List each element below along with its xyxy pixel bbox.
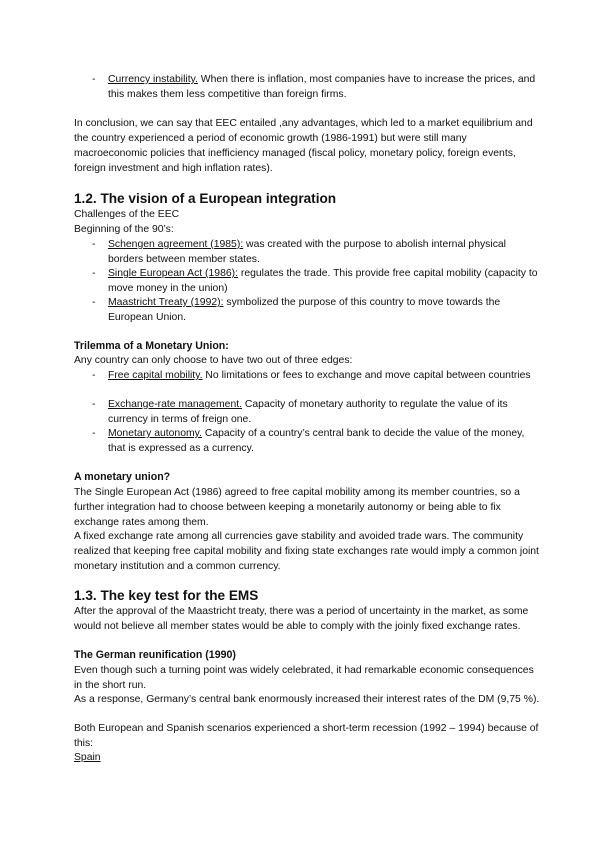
bullet-term: Schengen agreement (1985):	[108, 239, 244, 250]
section-paragraph: Even though such a turning point was widely celebrated, it had remarkable economic consequences in the short run.	[74, 665, 534, 691]
bullet-term: Free capital mobility.	[108, 370, 203, 381]
bullet-dash: -	[92, 399, 96, 410]
bullet-text: symbolized the purpose of this country to move towards the European Union.	[108, 297, 501, 323]
bullet-dash: -	[92, 370, 96, 381]
bullet-text: No limitations or fees to exchange and move capital between countries	[202, 370, 531, 381]
bullet-dash: -	[92, 74, 96, 85]
conclusion-paragraph: In conclusion, we can say that EEC entailed ,any advantages, which led to a market equilibrium and the country experienced a period of economic growth (1986-1991) but were still many macroeconomic policies that inefficiency managed (fiscal policy, monetary policy, foreign events, foreign investment and high inflation rates).	[74, 118, 533, 174]
bullet-text: Capacity of a country’s central bank to decide the value of the money, that is expressed as a currency.	[108, 428, 525, 454]
section-heading-1-2: 1.2. The vision of a European integration	[74, 191, 337, 206]
list-item	[92, 397, 540, 427]
bullet-term: Monetary autonomy.	[108, 428, 202, 439]
subheading-monetary-union: A monetary union?	[74, 471, 171, 483]
subheading-german-reunification: The German reunification (1990)	[74, 649, 236, 661]
bullet-dash: -	[92, 239, 96, 250]
bullet-text: When there is inflation, most companies have to increase the prices, and this makes them less competitive than foreign firms.	[108, 74, 536, 100]
subheading-trilemma: Trilemma of a Monetary Union:	[74, 340, 229, 352]
list-item	[92, 368, 540, 383]
monetary-union-paragraph: A fixed exchange rate among all currencies gave stability and avoided trade wars. The community realized that keeping free capital mobility and fixing state exchanges rate would imply a common joint monetary institution and a common currency.	[74, 531, 539, 572]
section-line: Beginning of the 90’s:	[74, 224, 174, 235]
bullet-text: regulates the trade. This provide free capital mobility (capacity to move money in the union)	[108, 268, 538, 294]
trilemma-intro: Any country can only choose to have two out of three edges:	[74, 355, 353, 366]
section-paragraph: As a response, Germany’s central bank enormously increased their interest rates of the DM (9,75 %).	[74, 694, 540, 705]
bullet-dash: -	[92, 268, 96, 279]
bullet-text: Capacity of monetary authority to regulate the value of its currency in terms of freign one.	[108, 399, 508, 425]
section-paragraph: Both European and Spanish scenarios experienced a short-term recession (1992 – 1994) because of this:	[74, 723, 539, 749]
bullet-term: Currency instability.	[108, 74, 198, 85]
section-heading-1-3: 1.3. The key test for the EMS	[74, 588, 259, 603]
list-item	[92, 295, 540, 325]
bullet-term: Single European Act (1986):	[108, 268, 238, 279]
section-line: Challenges of the EEC	[74, 209, 180, 220]
monetary-union-paragraph: The Single European Act (1986) agreed to free capital mobility among its member countries, so a further integration had to choose between keeping a monetarily autonomy or being able to fix exchange rates among them.	[74, 487, 520, 528]
list-item	[92, 72, 540, 102]
spain-label: Spain	[74, 752, 101, 763]
bullet-term: Maastricht Treaty (1992):	[108, 297, 224, 308]
bullet-term: Exchange-rate management.	[108, 399, 243, 410]
bullet-dash: -	[92, 428, 96, 439]
section-paragraph: After the approval of the Maastricht treaty, there was a period of uncertainty in the market, as some would not believe all member states would be able to comply with the joinly fixed exchange rates.	[74, 606, 529, 632]
list-item	[92, 426, 540, 456]
bullet-text: was created with the purpose to abolish internal physical borders between member states.	[108, 239, 506, 265]
bullet-dash: -	[92, 297, 96, 308]
list-item	[92, 237, 540, 267]
list-item	[92, 266, 540, 296]
